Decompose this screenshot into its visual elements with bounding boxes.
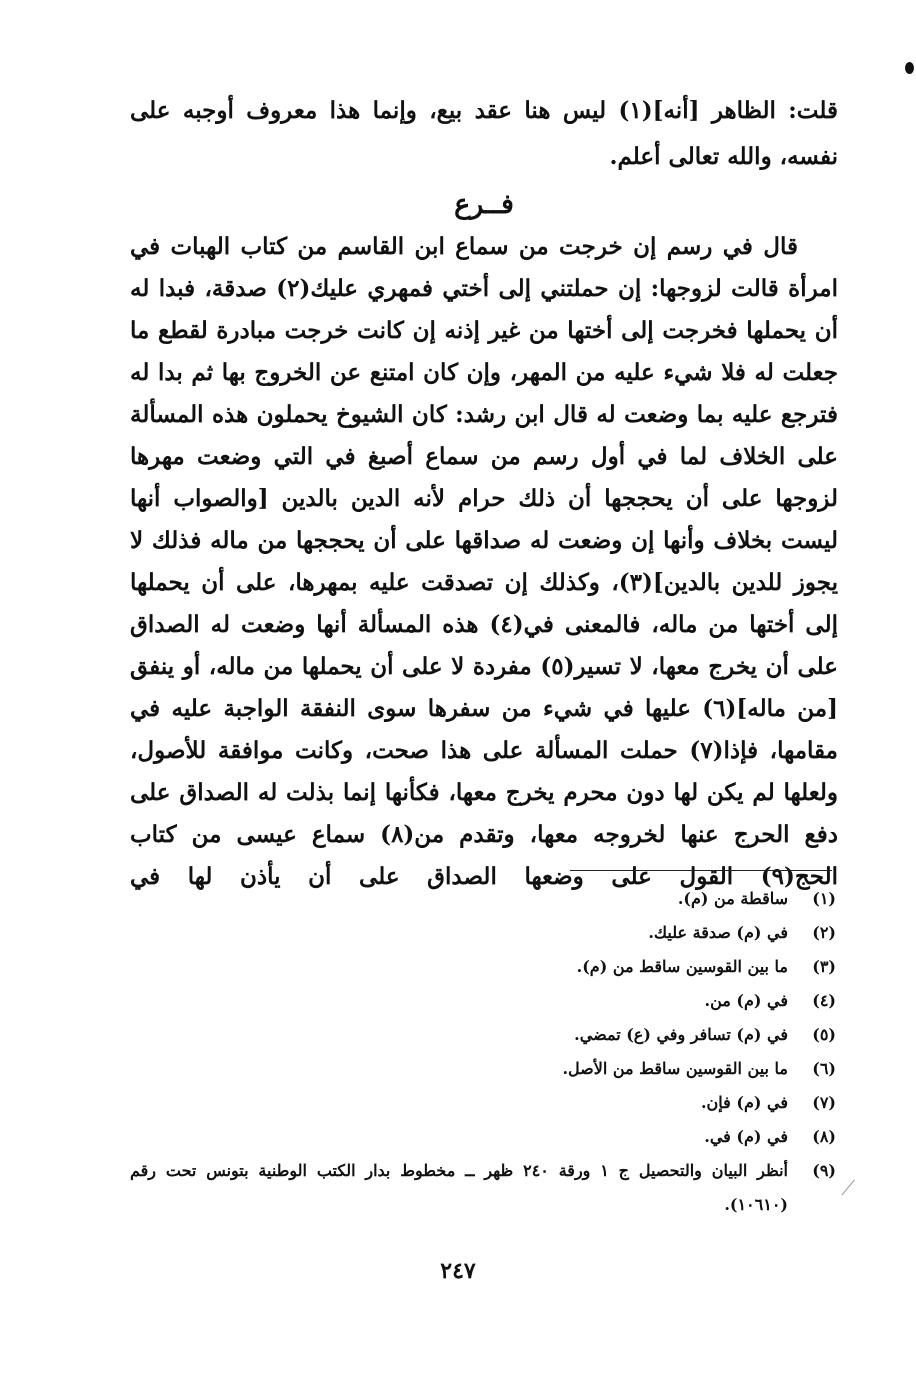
footnote-number: (٧) (812, 1093, 836, 1112)
footnote-number: (٢) (812, 923, 836, 942)
footnote-item (130, 950, 838, 984)
footnote-number: (٩) (812, 1161, 836, 1180)
main-text-block (130, 88, 838, 898)
footnote-item (130, 1154, 838, 1222)
footnote-text: ساقطة من (م). (677, 889, 788, 908)
pencil-mark (841, 1180, 865, 1205)
page-edge-mark (905, 62, 914, 74)
footnote-text: ما بين القوسين ساقط من الأصل. (562, 1059, 788, 1078)
body-text (130, 226, 838, 898)
footnote-item (130, 916, 838, 950)
footnote-number: (٤) (812, 991, 836, 1010)
footnote-text: في (م) صدقة عليك. (648, 923, 788, 942)
footnote-item (130, 1018, 838, 1052)
footnote-text: أنظر البيان والتحصيل ج ١ ورقة ٢٤٠ ظهر ــ مخطوط بدار الكتب الوطنية بتونس تحت رقم (١٠٦١٠). (130, 1161, 788, 1214)
footnote-number: (٥) (812, 1025, 836, 1044)
footnote-text: في (م) تسافر وفي (ع) تمضي. (574, 1025, 788, 1044)
footnote-text: في (م) فإن. (700, 1093, 788, 1112)
footnote-item (130, 984, 838, 1018)
footnotes-list (130, 882, 838, 1222)
footnote-number: (١) (812, 889, 836, 908)
page-number: ٢٤٧ (440, 1258, 476, 1284)
footnote-text: ما بين القوسين ساقط من (م). (576, 957, 788, 976)
section-heading: فــرع (454, 189, 514, 220)
footnote-number: (٨) (812, 1127, 836, 1146)
intro-paragraph: قلت: الظاهر [أنه](١) ليس هنا عقد بيع، وإنما هذا معروف أوجبه على نفسه، والله تعالى أعلم. (130, 97, 838, 170)
body-paragraph: قال في رسم إن خرجت من سماع ابن القاسم من كتاب الهبات في امرأة قالت لزوجها: إن حملتني إلى أختي فمهري عليك(٢) صدقة، فبدا له أن يحملها فخرجت إلى أختها من غير إذنه إن كانت خرجت مبادرة لقطع ما جعلت له فلا شيء عليه من المهر، وإن كان امتنع عن الخروج بها ثم بدا له فترجع عليه بما وضعت له قال ابن رشد: كان الشيوخ يحملون هذه المسألة على الخلاف لما في أول رسم من سماع أصبغ في التي وضعت مهرها لزوجها على أن يحججها أن ذلك حرام لأنه الدين بالدين [والصواب أنها ليست بخلاف وأنها إن وضعت له صداقها على أن يحججها من ماله فذلك لا يجوز للدين بالدين](٣)، وكذلك إن تصدقت عليه بمهرها، على أن يحملها إلى أختها من ماله، فالمعنى في(٤) هذه المسألة أنها وضعت له الصداق على أن يخرج معها، لا تسير(٥) مفردة لا على أن يحملها من ماله، أو ينفق [من ماله](٦) عليها في شيء من سفرها سوى النفقة الواجبة عليه في مقامها، فإذا(٧) حملت المسألة على هذا صحت، وكانت موافقة للأصول، ولعلها لم يكن لها دون محرم يخرج معها، فكأنها إنما بذلت له الصداق على دفع الحرج عنها لخروجه معها، وتقدم من(٨) سماع عيسى من كتاب الحج(٩) القول على وضعها الصداق على أن يأذن لها في (130, 233, 839, 890)
footnote-divider (570, 870, 832, 871)
footnote-text: في (م) في. (704, 1127, 788, 1146)
footnote-number: (٣) (812, 957, 836, 976)
footnote-number: (٦) (812, 1059, 836, 1078)
footnote-item (130, 1086, 838, 1120)
footnote-text: في (م) من. (704, 991, 788, 1010)
footnote-item (130, 882, 838, 916)
footnote-item (130, 1052, 838, 1086)
footnote-item (130, 1120, 838, 1154)
